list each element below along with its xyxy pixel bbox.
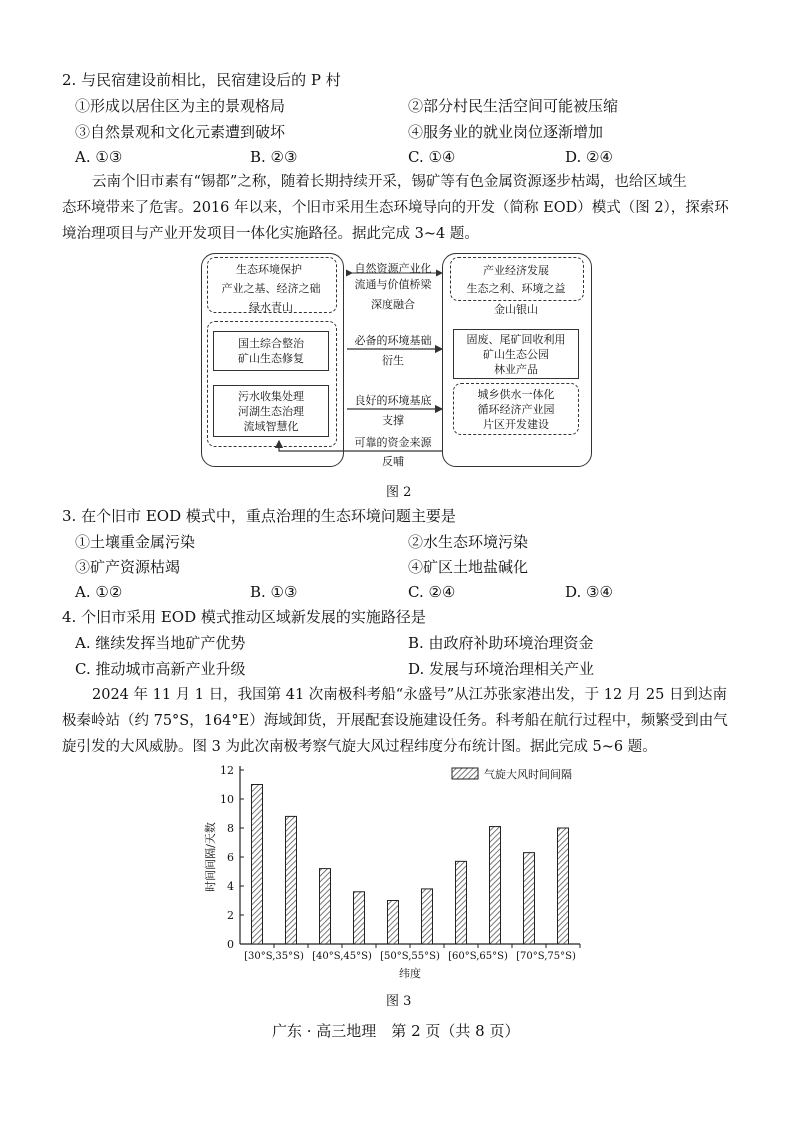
q3-choice-b: B. ①③	[250, 583, 298, 601]
water-governance-line1: 污水收集处理	[238, 389, 304, 403]
q2-stem: 2. 与民宿建设前相比，民宿建设后的 P 村	[62, 71, 341, 89]
latitude-bar-chart	[200, 758, 620, 988]
green-mountains-label: 绿水青山	[249, 301, 293, 314]
water-governance-box	[213, 385, 329, 437]
q2-option-1: ①形成以居住区为主的景观格局	[75, 97, 286, 115]
bar	[422, 889, 433, 944]
bottom-2: 反哺	[382, 455, 404, 468]
q3-stem: 3. 在个旧市 EOD 模式中，重点治理的生态环境问题主要是	[62, 507, 456, 525]
y-tick-label: 12	[220, 764, 234, 777]
passage1-line2: 态环境带来了危害。2016 年以来，个旧市采用生态环境导向的开发（简称 EOD）模式（图 2），探索环	[62, 200, 729, 216]
waste-recycling-line3: 林业产品	[494, 362, 538, 376]
land-remediation-line1: 国土综合整治	[238, 337, 304, 350]
q2-option-3: ③自然景观和文化元素遭到破坏	[75, 123, 286, 141]
q2-choice-a: A. ①③	[75, 148, 123, 166]
passage1-line1: 云南个旧市素有“锡都”之称，随着长期持续开采，锡矿等有色金属资源逐步枯竭，也给区域生	[92, 174, 687, 190]
legend-label: 气旋大风时间间隔	[484, 768, 572, 781]
q3-choice-d: D. ③④	[565, 583, 613, 601]
y-tick-label: 6	[227, 851, 234, 864]
y-tick-label: 0	[227, 938, 234, 951]
q3-option-1: ①土壤重金属污染	[75, 533, 196, 551]
q2-choice-d: D. ②④	[565, 148, 613, 166]
page-footer: 广东 · 高三地理 第 2 页（共 8 页）	[272, 1022, 520, 1040]
bar	[490, 827, 501, 944]
passage2-line3: 旋引发的大风威胁。图 3 为此次南极考察气旋大风过程纬度分布统计图。据此完成 5~6 题。	[62, 739, 657, 755]
passage2-line2: 极秦岭站（约 75°S，164°E）海域卸货，开展配套设施建设任务。科考船在航行过程中，频繁受到由气	[62, 713, 728, 729]
industry-economy-text: 产业经济发展	[483, 264, 549, 277]
mid-mid-1: 必备的环境基础	[354, 334, 432, 347]
bar	[320, 869, 331, 944]
bottom-1: 可靠的资金来源	[354, 436, 432, 449]
q4-stem: 4. 个旧市采用 EOD 模式推动区域新发展的实施路径是	[62, 608, 426, 626]
y-tick-label: 2	[227, 909, 234, 922]
urban-rural-box	[453, 383, 579, 435]
water-governance-line3: 流域智慧化	[243, 419, 299, 433]
q4-option-c: C. 推动城市高新产业升级	[75, 660, 246, 678]
waste-recycling-line2: 矿山生态公园	[483, 347, 549, 361]
waste-recycling-line1: 固废、尾矿回收利用	[466, 332, 566, 346]
q3-option-3: ③矿产资源枯竭	[75, 558, 181, 576]
mid-bot-2: 支撑	[382, 414, 404, 427]
mid-top-3: 深度融合	[371, 298, 415, 311]
land-remediation-box	[213, 331, 329, 371]
q3-choice-a: A. ①②	[75, 583, 123, 601]
waste-recycling-box	[453, 329, 579, 379]
right-top-sub: 生态之利、环境之益	[466, 282, 566, 295]
bar	[286, 816, 297, 944]
y-tick-label: 10	[220, 793, 234, 806]
bar	[252, 785, 263, 945]
gold-mountains-label: 金山银山	[494, 303, 538, 316]
left-top-sub: 产业之基、经济之础	[221, 282, 321, 295]
x-tick-label: [60°S,65°S)	[448, 951, 508, 962]
bar	[388, 901, 399, 945]
urban-rural-line2: 循环经济产业园	[477, 402, 555, 416]
passage2-line1: 2024 年 11 月 1 日，我国第 41 次南极科考船“永盛号”从江苏张家港出发，于 12 月 25 日到达南	[92, 687, 727, 703]
eod-diagram	[199, 251, 595, 471]
y-tick-label: 4	[227, 880, 234, 893]
bar	[558, 828, 569, 944]
figure2-caption: 图 2	[386, 485, 412, 500]
urban-rural-line1: 城乡供水一体化	[477, 387, 555, 401]
mid-bot-1: 良好的环境基底	[354, 394, 432, 407]
water-governance-line2: 河湖生态治理	[238, 404, 304, 418]
q2-choice-b: B. ②③	[250, 148, 298, 166]
q2-choice-c: C. ①④	[408, 148, 456, 166]
q4-option-b: B. 由政府补助环境治理资金	[408, 634, 594, 652]
q3-option-4: ④矿区土地盐碱化	[408, 558, 529, 576]
urban-rural-line3: 片区开发建设	[483, 417, 549, 431]
figure3-caption: 图 3	[386, 994, 412, 1009]
x-tick-label: [70°S,75°S)	[516, 951, 576, 962]
x-tick-label: [40°S,45°S)	[312, 951, 372, 962]
bar	[354, 892, 365, 944]
ecology-protection-text: 生态环境保护	[236, 262, 302, 276]
bar	[524, 853, 535, 944]
q3-option-2: ②水生态环境污染	[408, 533, 529, 551]
legend-swatch	[452, 768, 478, 779]
passage1-line3: 境治理项目与产业开发项目一体化实施路径。据此完成 3~4 题。	[62, 226, 479, 242]
q4-option-a: A. 继续发挥当地矿产优势	[75, 634, 246, 652]
mid-top-1: 自然资源产业化	[354, 262, 432, 275]
land-remediation-line2: 矿山生态修复	[238, 352, 304, 365]
y-tick-label: 8	[227, 822, 234, 835]
x-tick-label: [50°S,55°S)	[380, 951, 440, 962]
q2-option-4: ④服务业的就业岗位逐渐增加	[408, 123, 604, 141]
x-axis-label: 纬度	[399, 967, 421, 980]
q2-option-2: ②部分村民生活空间可能被压缩	[408, 97, 619, 115]
mid-mid-2: 衍生	[382, 354, 404, 367]
y-axis-label: 时间间隔/天数	[204, 822, 217, 892]
mid-top-2: 流通与价值桥梁	[354, 278, 432, 291]
bar	[456, 861, 467, 944]
x-tick-label: [30°S,35°S)	[244, 951, 304, 962]
q4-option-d: D. 发展与环境治理相关产业	[408, 660, 595, 678]
ecology-protection-box	[219, 260, 319, 278]
q3-choice-c: C. ②④	[408, 583, 456, 601]
